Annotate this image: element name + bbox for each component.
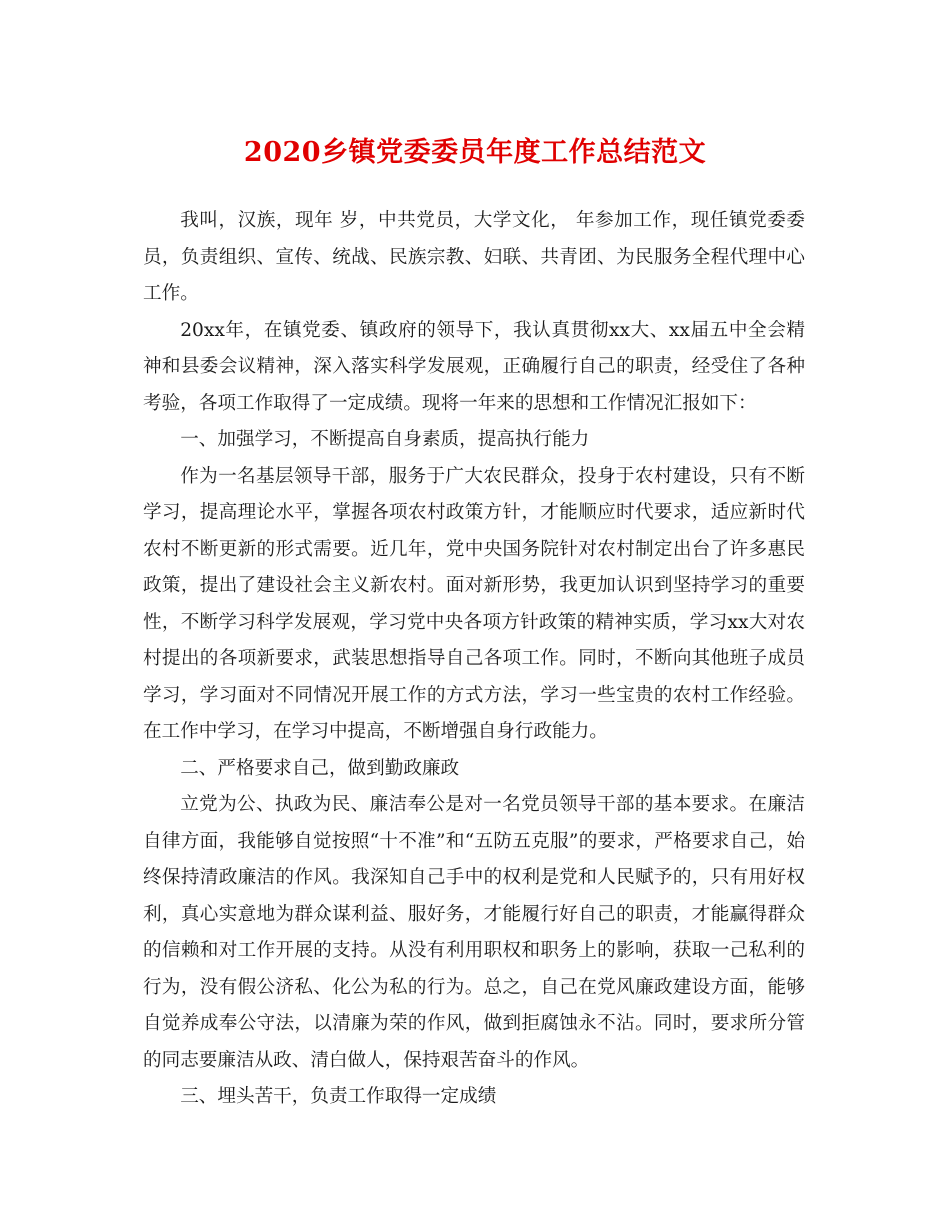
paragraph-overview: 20xx年，在镇党委、镇政府的领导下，我认真贯彻xx大、xx届五中全会精神和县委会议精神，深入落实科学发展观，正确履行自己的职责，经受住了各种考验，各项工作取得了一定成绩。现将一年来的思想和工作情况汇报如下： — [143, 319, 805, 414]
paragraph-study: 作为一名基层领导干部，服务于广大农民群众，投身于农村建设，只有不断学习，提高理论水平，掌握各项农村政策方针，才能顺应时代要求，适应新时代农村不断更新的形式需要。近几年，党中央国务院针对农村制定出台了许多惠民政策，提出了建设社会主义新农村。面对新形势，我更加认识到坚持学习的重要性，不断学习科学发展观，学习党中央各项方针政策的精神实质，学习xx大对农村提出的各项新要求，武装思想指导自己各项工作。同时，不断向其他班子成员学习，学习面对不同情况开展工作的方式方法，学习一些宝贵的农村工作经验。在工作中学习，在学习中提高，不断增强自身行政能力。 — [143, 465, 805, 742]
document-title: 2020乡镇党委委员年度工作总结范文 — [243, 137, 707, 168]
section-heading-3: 三、埋头苦干，负责工作取得一定成绩 — [180, 1086, 497, 1107]
section-heading-2: 二、严格要求自己，做到勤政廉政 — [180, 757, 460, 779]
paragraph-integrity: 立党为公、执政为民、廉洁奉公是对一名党员领导干部的基本要求。在廉洁自律方面，我能够自觉按照“十不准”和“五防五克服”的要求，严格要求自己，始终保持清政廉洁的作风。我深知自己手中的权利是党和人民赋予的，只有用好权利，真心实意地为群众谋利益、服好务，才能履行好自己的职责，才能赢得群众的信赖和对工作开展的支持。从没有利用职权和职务上的影响，获取一己私利的行为，没有假公济私、化公为私的行为。总之，自己在党风廉政建设方面，能够自觉养成奉公守法，以清廉为荣的作风，做到拒腐蚀永不沾。同时，要求所分管的同志要廉洁从政、清白做人，保持艰苦奋斗的作风。 — [143, 794, 805, 1071]
document-body — [143, 203, 805, 1116]
paragraph-intro: 我叫，汉族，现年 岁，中共党员，大学文化， 年参加工作，现任镇党委委员，负责组织、宣传、统战、民族宗教、妇联、共青团、为民服务全程代理中心工作。 — [143, 210, 805, 304]
section-heading-1: 一、加强学习，不断提高自身素质，提高执行能力 — [180, 429, 590, 450]
